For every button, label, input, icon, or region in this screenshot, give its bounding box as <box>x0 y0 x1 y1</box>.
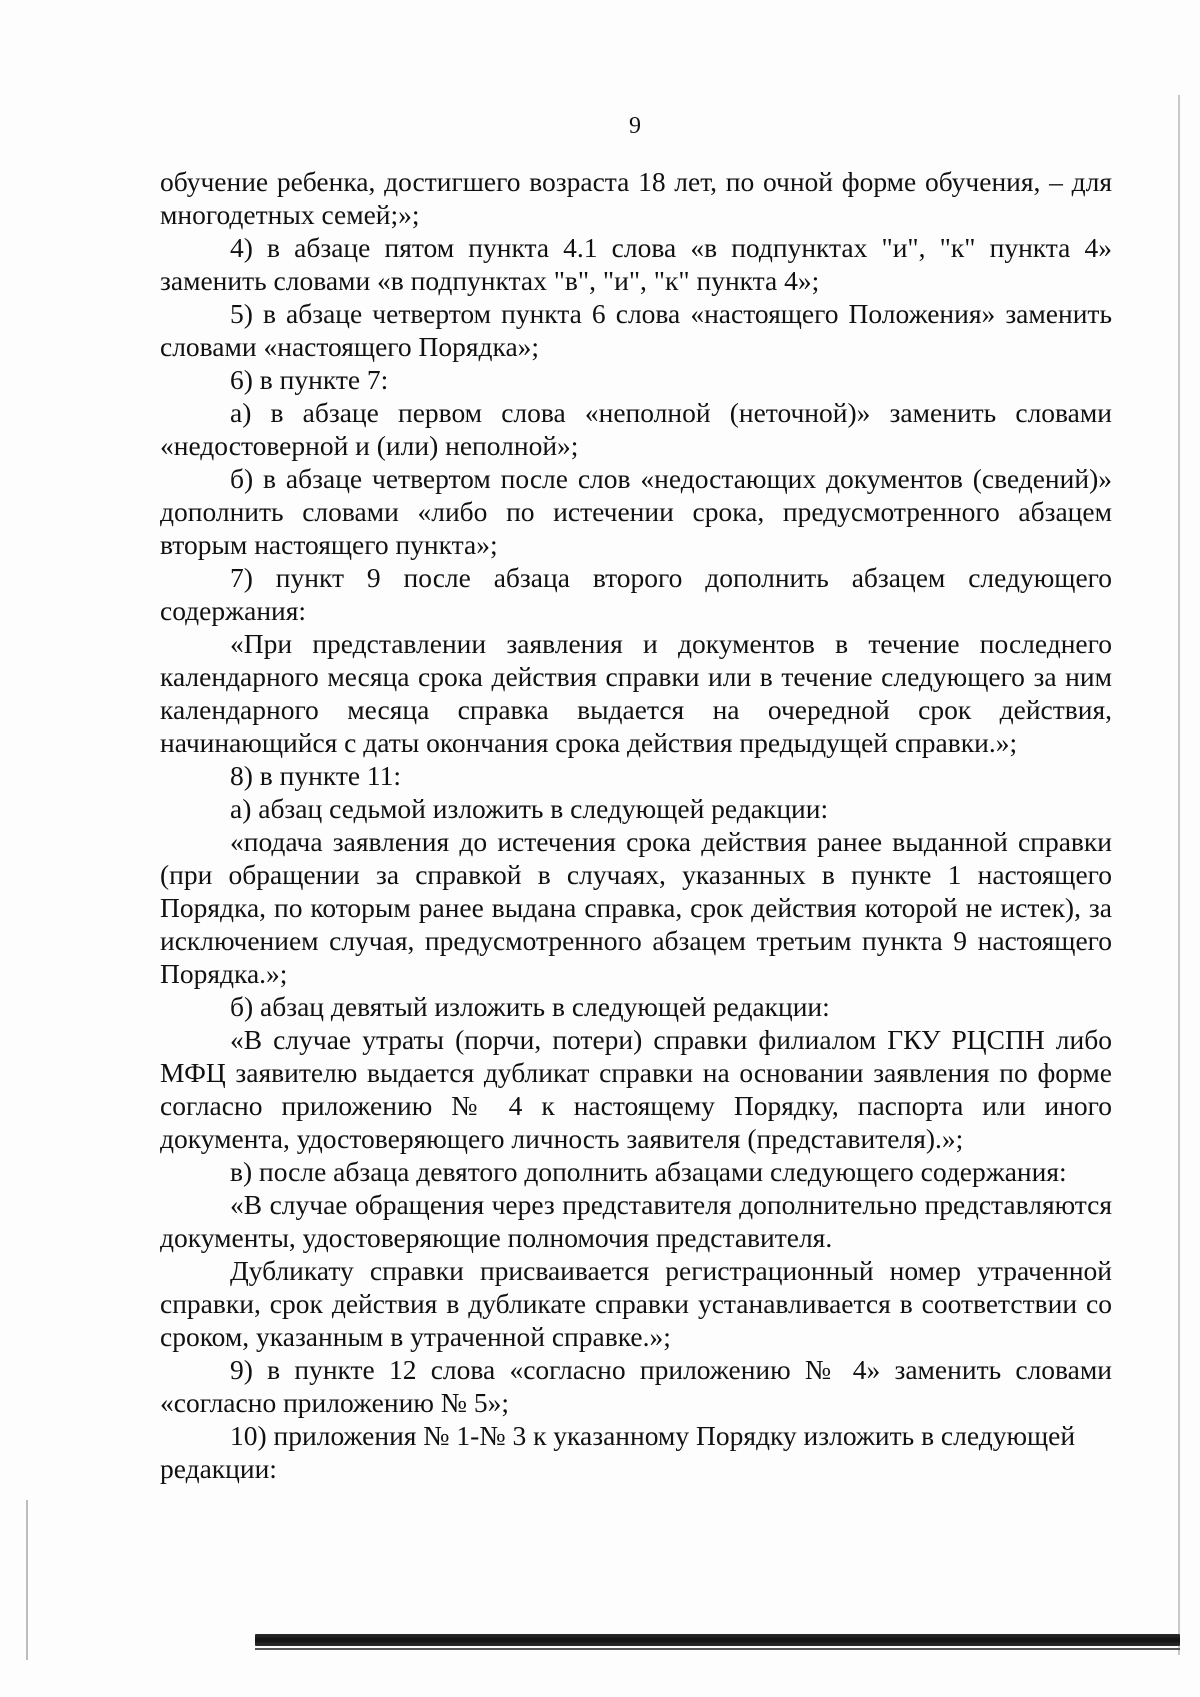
paragraph: Дубликату справки присваивается регистрационный номер утраченной справки, срок действия в дубликате справки устанавливается в соответствии со сроком, указанным в утраченной справке.»; <box>160 1255 1112 1352</box>
paragraph: 6) в пункте 7: <box>230 364 389 395</box>
document-body <box>160 165 1112 1485</box>
paragraph: б) абзац девятый изложить в следующей редакции: <box>230 991 830 1022</box>
scan-edge-left <box>26 1500 28 1660</box>
scan-edge-right <box>1178 95 1180 1655</box>
paragraph: 7) пункт 9 после абзаца второго дополнить абзацем следующего содержания: <box>160 562 1112 626</box>
paragraph: «При представлении заявления и документов в течение последнего календарного месяца срока действия справки или в течение следующего за ним календарного месяца справка выдается на очередной срок действия, начинающийся с даты окончания срока действия предыдущей справки.»; <box>160 628 1112 758</box>
paragraph: в) после абзаца девятого дополнить абзацами следующего содержания: <box>230 1156 1067 1187</box>
paragraph: 4) в абзаце пятом пункта 4.1 слова «в подпунктах "и", "к" пункта 4» заменить словами «в подпунктах "в", "и", "к" пункта 4»; <box>160 232 1112 296</box>
bottom-rule-thin <box>255 1648 1180 1650</box>
page-number: 9 <box>629 113 641 139</box>
bottom-rule <box>255 1634 1180 1646</box>
paragraph: б) в абзаце четвертом после слов «недостающих документов (сведений)» дополнить словами «либо по истечении срока, предусмотренного абзацем вторым настоящего пункта»; <box>160 463 1112 560</box>
paragraph: а) абзац седьмой изложить в следующей редакции: <box>230 793 829 824</box>
paragraph: 5) в абзаце четвертом пункта 6 слова «настоящего Положения» заменить словами «настоящего Порядка»; <box>160 298 1112 362</box>
paragraph: 10) приложения № 1-№ 3 к указанному Порядку изложить в следующей редакции: <box>160 1420 1076 1484</box>
paragraph: «В случае обращения через представителя дополнительно представляются документы, удостоверяющие полномочия представителя. <box>160 1189 1112 1253</box>
paragraph: обучение ребенка, достигшего возраста 18 лет, по очной форме обучения, – для многодетных семей;»; <box>160 166 1112 230</box>
paragraph: 9) в пункте 12 слова «согласно приложению № 4» заменить словами «согласно приложению № 5»; <box>160 1354 1112 1418</box>
paragraph: «подача заявления до истечения срока действия ранее выданной справки (при обращении за справкой в случаях, указанных в пункте 1 настоящего Порядка, по которым ранее выдана справка, срок действия которой не истек), за исключением случая, предусмотренного абзацем третьим пункта 9 настоящего Порядка.»; <box>160 826 1112 989</box>
paragraph: «В случае утраты (порчи, потери) справки филиалом ГКУ РЦСПН либо МФЦ заявителю выдается дубликат справки на основании заявления по форме согласно приложению № 4 к настоящему Порядку, паспорта или иного документа, удостоверяющего личность заявителя (представителя).»; <box>160 1024 1112 1154</box>
paragraph: 8) в пункте 11: <box>230 760 402 791</box>
paragraph: а) в абзаце первом слова «неполной (неточной)» заменить словами «недостоверной и (или) неполной»; <box>160 397 1112 461</box>
